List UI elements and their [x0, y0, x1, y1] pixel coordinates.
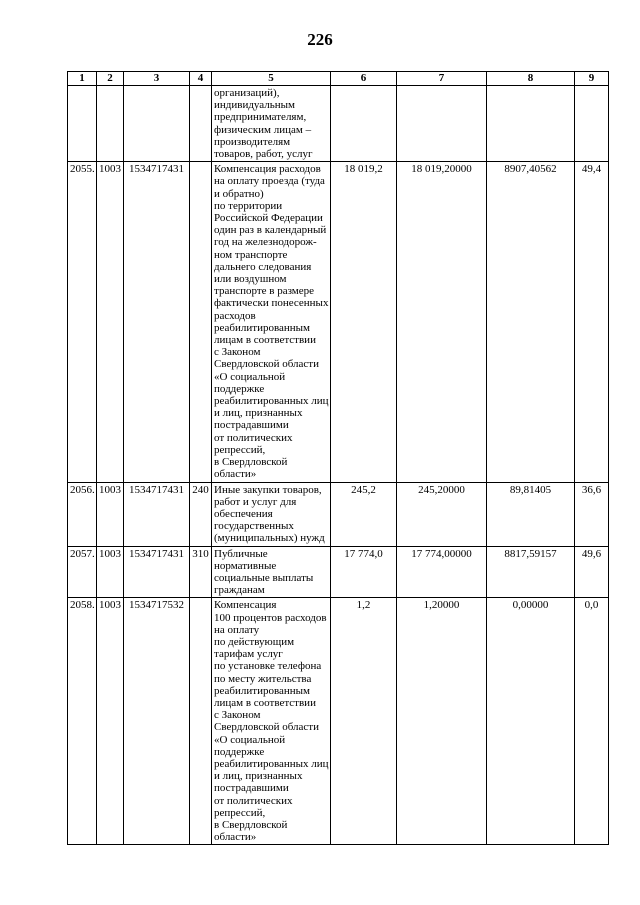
- cell-text-line: товаров, работ, услуг: [214, 148, 313, 161]
- table-cell-c7: 17 774,00000: [397, 546, 487, 598]
- column-header: 4: [190, 72, 212, 86]
- cell-text-line: Свердловской области: [214, 721, 319, 734]
- cell-text-line: «О социальной: [214, 370, 286, 383]
- cell-text-line: поддержке: [214, 745, 265, 758]
- cell-text-line: реабилитированных лиц: [214, 395, 329, 408]
- table-cell-c7: 245,20000: [397, 482, 487, 546]
- cell-text-line: тарифам услуг: [214, 648, 283, 661]
- table-cell-c1: 2056.: [68, 482, 97, 546]
- table-cell-c5: [212, 86, 331, 162]
- cell-text-line: с Законом: [214, 346, 261, 359]
- cell-text-line: организаций),: [214, 87, 280, 99]
- table-cell-c9: 36,6: [575, 482, 609, 546]
- cell-text-line: пострадавшими: [214, 419, 289, 432]
- cell-text-line: гражданам: [214, 584, 265, 597]
- table-cell-c7: 18 019,20000: [397, 162, 487, 482]
- cell-text-line: реабилитированных лиц: [214, 757, 329, 770]
- cell-text-line: от политических: [214, 431, 293, 444]
- table-cell-c4: 240: [190, 482, 212, 546]
- cell-text-line: области»: [214, 831, 257, 844]
- page-number: 226: [307, 30, 333, 49]
- table-cell-c7: 1,20000: [397, 598, 487, 845]
- cell-text-line: нормативные: [214, 559, 277, 572]
- table-body: [68, 86, 609, 845]
- cell-text-line: Публичные: [214, 547, 268, 560]
- cell-text-line: дальнего следования: [214, 260, 312, 273]
- table-cell-c6: 245,2: [331, 482, 397, 546]
- cell-text-line: один раз в календарный: [214, 224, 327, 237]
- cell-text-line: с Законом: [214, 709, 261, 722]
- table-cell-c3: 1534717431: [124, 546, 190, 598]
- cell-text-line: фактически понесенных: [214, 297, 329, 310]
- column-header: 5: [212, 72, 331, 86]
- cell-text-line: (муниципальных) нужд: [214, 532, 325, 545]
- column-header: 7: [397, 72, 487, 86]
- table-cell-c6: 1,2: [331, 598, 397, 845]
- cell-text-line: лицам в соответствии: [214, 696, 316, 709]
- cell-text-line: по месту жительства: [214, 672, 312, 685]
- table-cell-c6: 18 019,2: [331, 162, 397, 482]
- table-cell-c5: [212, 546, 331, 598]
- cell-text-line: транспорте в размере: [214, 285, 315, 298]
- cell-text-line: лицам в соответствии: [214, 334, 316, 347]
- table-cell-c3: [124, 86, 190, 162]
- cell-text-line: в Свердловской: [214, 818, 288, 831]
- cell-text-line: и лиц, признанных: [214, 407, 303, 420]
- cell-text-line: Компенсация: [214, 599, 277, 612]
- budget-table: [67, 71, 609, 845]
- table-cell-c5: [212, 482, 331, 546]
- cell-text-line: 100 процентов расходов: [214, 611, 327, 624]
- cell-text-line: пострадавшими: [214, 782, 289, 795]
- table-cell-c2: 1003: [97, 598, 124, 845]
- column-header: 9: [575, 72, 609, 86]
- table-cell-c8: 89,81405: [487, 482, 575, 546]
- cell-text-line: по действующим: [214, 635, 295, 648]
- table-cell-c1: 2057.: [68, 546, 97, 598]
- cell-text-line: производителям: [214, 135, 291, 148]
- cell-text-line: Свердловской области: [214, 358, 319, 371]
- table-cell-c6: 17 774,0: [331, 546, 397, 598]
- table-row: [68, 546, 609, 598]
- table-cell-c4: 310: [190, 546, 212, 598]
- cell-text-line: по установке телефона: [214, 660, 322, 673]
- table-cell-c4: [190, 86, 212, 162]
- table-cell-c8: [487, 86, 575, 162]
- cell-text-line: ном транспорте: [214, 248, 288, 261]
- cell-text-line: поддержке: [214, 382, 265, 395]
- cell-text-line: Компенсация расходов: [214, 163, 321, 176]
- cell-text-line: Российской Федерации: [214, 212, 323, 225]
- column-header: 8: [487, 72, 575, 86]
- cell-text-line: «О социальной: [214, 733, 286, 746]
- column-header: 6: [331, 72, 397, 86]
- column-header: 1: [68, 72, 97, 86]
- cell-text-line: от политических: [214, 794, 293, 807]
- table-cell-c9: 0,0: [575, 598, 609, 845]
- cell-text-line: работ и услуг для: [214, 495, 297, 508]
- cell-text-line: обеспечения: [214, 507, 273, 520]
- table-cell-c6: [331, 86, 397, 162]
- table-cell-c3: 1534717431: [124, 482, 190, 546]
- table-cell-c2: 1003: [97, 482, 124, 546]
- cell-text-line: репрессий,: [214, 806, 266, 819]
- table-cell-c2: 1003: [97, 546, 124, 598]
- cell-text-line: Иные закупки товаров,: [214, 483, 322, 496]
- table-cell-c1: [68, 86, 97, 162]
- table-cell-c2: 1003: [97, 162, 124, 482]
- cell-text-line: и лиц, признанных: [214, 770, 303, 783]
- table-cell-c4: [190, 598, 212, 845]
- table-row: [68, 86, 609, 162]
- cell-text-line: на оплату: [214, 623, 260, 636]
- cell-text-line: физическим лицам –: [214, 123, 312, 136]
- table-cell-c9: 49,4: [575, 162, 609, 482]
- cell-text-line: в Свердловской: [214, 456, 288, 469]
- cell-text-line: области»: [214, 468, 257, 481]
- cell-text-line: или воздушном: [214, 273, 287, 286]
- cell-text-line: реабилитированным: [214, 321, 311, 334]
- table-cell-c5: [212, 598, 331, 845]
- table-cell-c8: 0,00000: [487, 598, 575, 845]
- cell-text-line: по территории: [214, 199, 283, 212]
- cell-text-line: государственных: [214, 520, 294, 533]
- cell-text-line: реабилитированным: [214, 684, 311, 697]
- table-cell-c9: [575, 86, 609, 162]
- table-row: [68, 598, 609, 845]
- table-row: [68, 162, 609, 482]
- cell-text-line: на оплату проезда (туда: [214, 175, 325, 188]
- table-cell-c1: 2055.: [68, 162, 97, 482]
- column-header: 3: [124, 72, 190, 86]
- table-cell-c5: [212, 162, 331, 482]
- table-cell-c2: [97, 86, 124, 162]
- table-cell-c9: 49,6: [575, 546, 609, 598]
- table-header-row: [68, 72, 609, 86]
- cell-text-line: репрессий,: [214, 443, 266, 456]
- table-cell-c3: 1534717431: [124, 162, 190, 482]
- cell-text-line: расходов: [214, 309, 256, 322]
- cell-text-line: социальные выплаты: [214, 571, 314, 584]
- cell-text-line: год на железнодорож-: [214, 236, 317, 249]
- table-cell-c8: 8817,59157: [487, 546, 575, 598]
- table-row: [68, 482, 609, 546]
- cell-text-line: и обратно): [214, 187, 264, 200]
- column-header: 2: [97, 72, 124, 86]
- table-cell-c7: [397, 86, 487, 162]
- table-cell-c8: 8907,40562: [487, 162, 575, 482]
- cell-text-line: индивидуальным: [214, 99, 296, 112]
- table-cell-c1: 2058.: [68, 598, 97, 845]
- table-cell-c4: [190, 162, 212, 482]
- table-cell-c3: 1534717532: [124, 598, 190, 845]
- cell-text-line: предпринимателям,: [214, 111, 307, 124]
